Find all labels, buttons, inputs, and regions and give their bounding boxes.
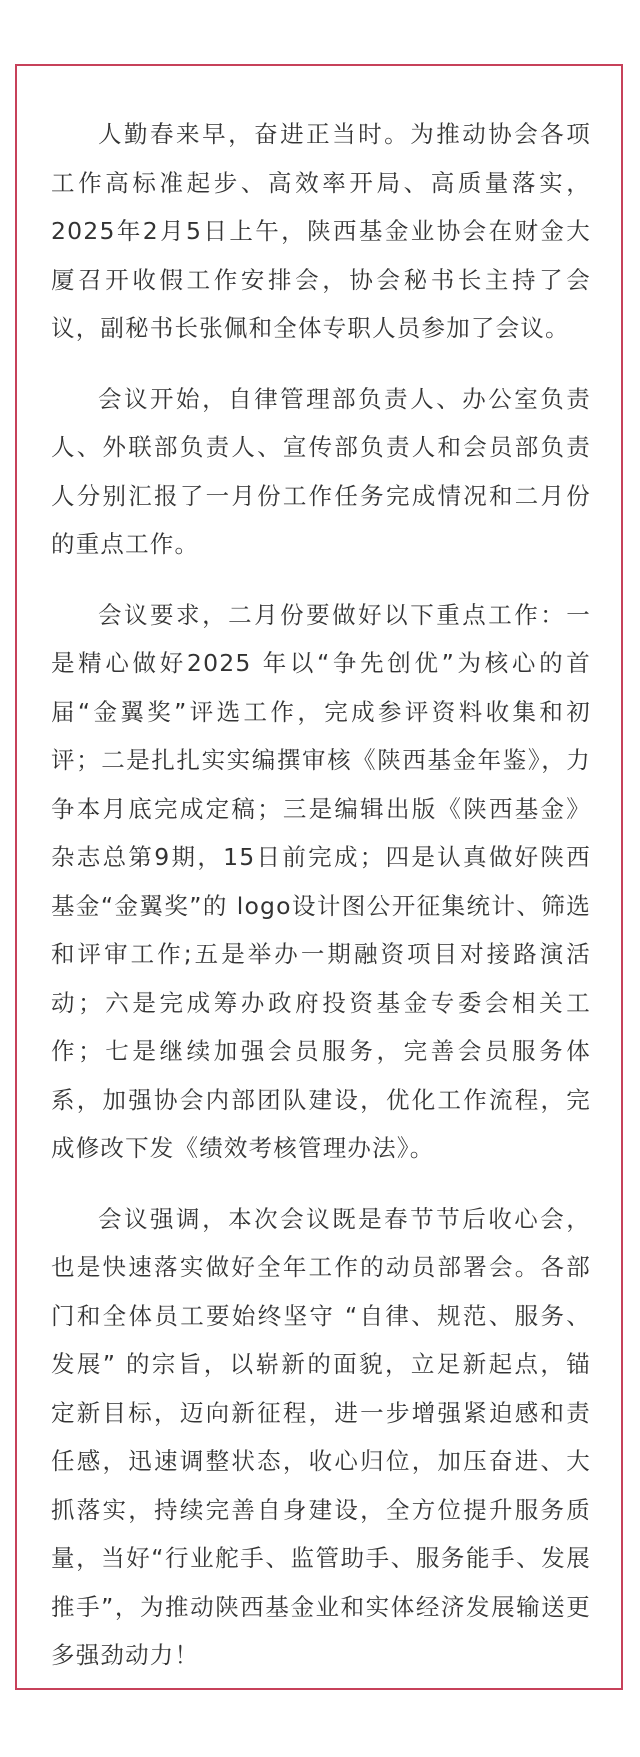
paragraph-emphasis: 会议强调，本次会议既是春节节后收心会，也是快速落实做好全年工作的动员部署会。各部门和全体员工要始终坚守 “自律、规范、服务、发展” 的宗旨，以崭新的面貌，立足新起点，锚定新目标，迈向新征程，进一步增强紧迫感和责任感，迅速调整状态，收心归位，加压奋进、大抓落实，持续完善自身建设，全方位提升服务质量，当好“行业舵手、监管助手、服务能手、发展推手”，为推动陕西基金业和实体经济发展输送更多强劲动力！ xyxy=(51,1204,591,1669)
paragraph-intro: 人勤春来早，奋进正当时。为推动协会各项工作高标准起步、高效率开局、高质量落实，2025年2月5日上午，陕西基金业协会在财金大厦召开收假工作安排会，协会秘书长主持了会议，副秘书长张佩和全体专职人员参加了会议。 xyxy=(51,120,591,342)
paragraph-reports: 会议开始，自律管理部负责人、办公室负责人、外联部负责人、宣传部负责人和会员部负责人分别汇报了一月份工作任务完成情况和二月份的重点工作。 xyxy=(51,384,591,558)
paragraph-requirements: 会议要求，二月份要做好以下重点工作：一是精心做好2025 年以“争先创优”为核心的首届“金翼奖”评选工作，完成参评资料收集和初评；二是扎扎实实编撰审核《陕西基金年鉴》，力争本月底完成定稿；三是编辑出版《陕西基金》杂志总第9期，15日前完成；四是认真做好陕西基金“金翼奖”的 logo设计图公开征集统计、筛选和评审工作;五是举办一期融资项目对接路演活动；六是完成筹办政府投资基金专委会相关工作；七是继续加强会员服务，完善会员服务体系，加强协会内部团队建设，优化工作流程，完成修改下发《绩效考核管理办法》。 xyxy=(51,600,591,1162)
article-frame xyxy=(15,64,623,1690)
